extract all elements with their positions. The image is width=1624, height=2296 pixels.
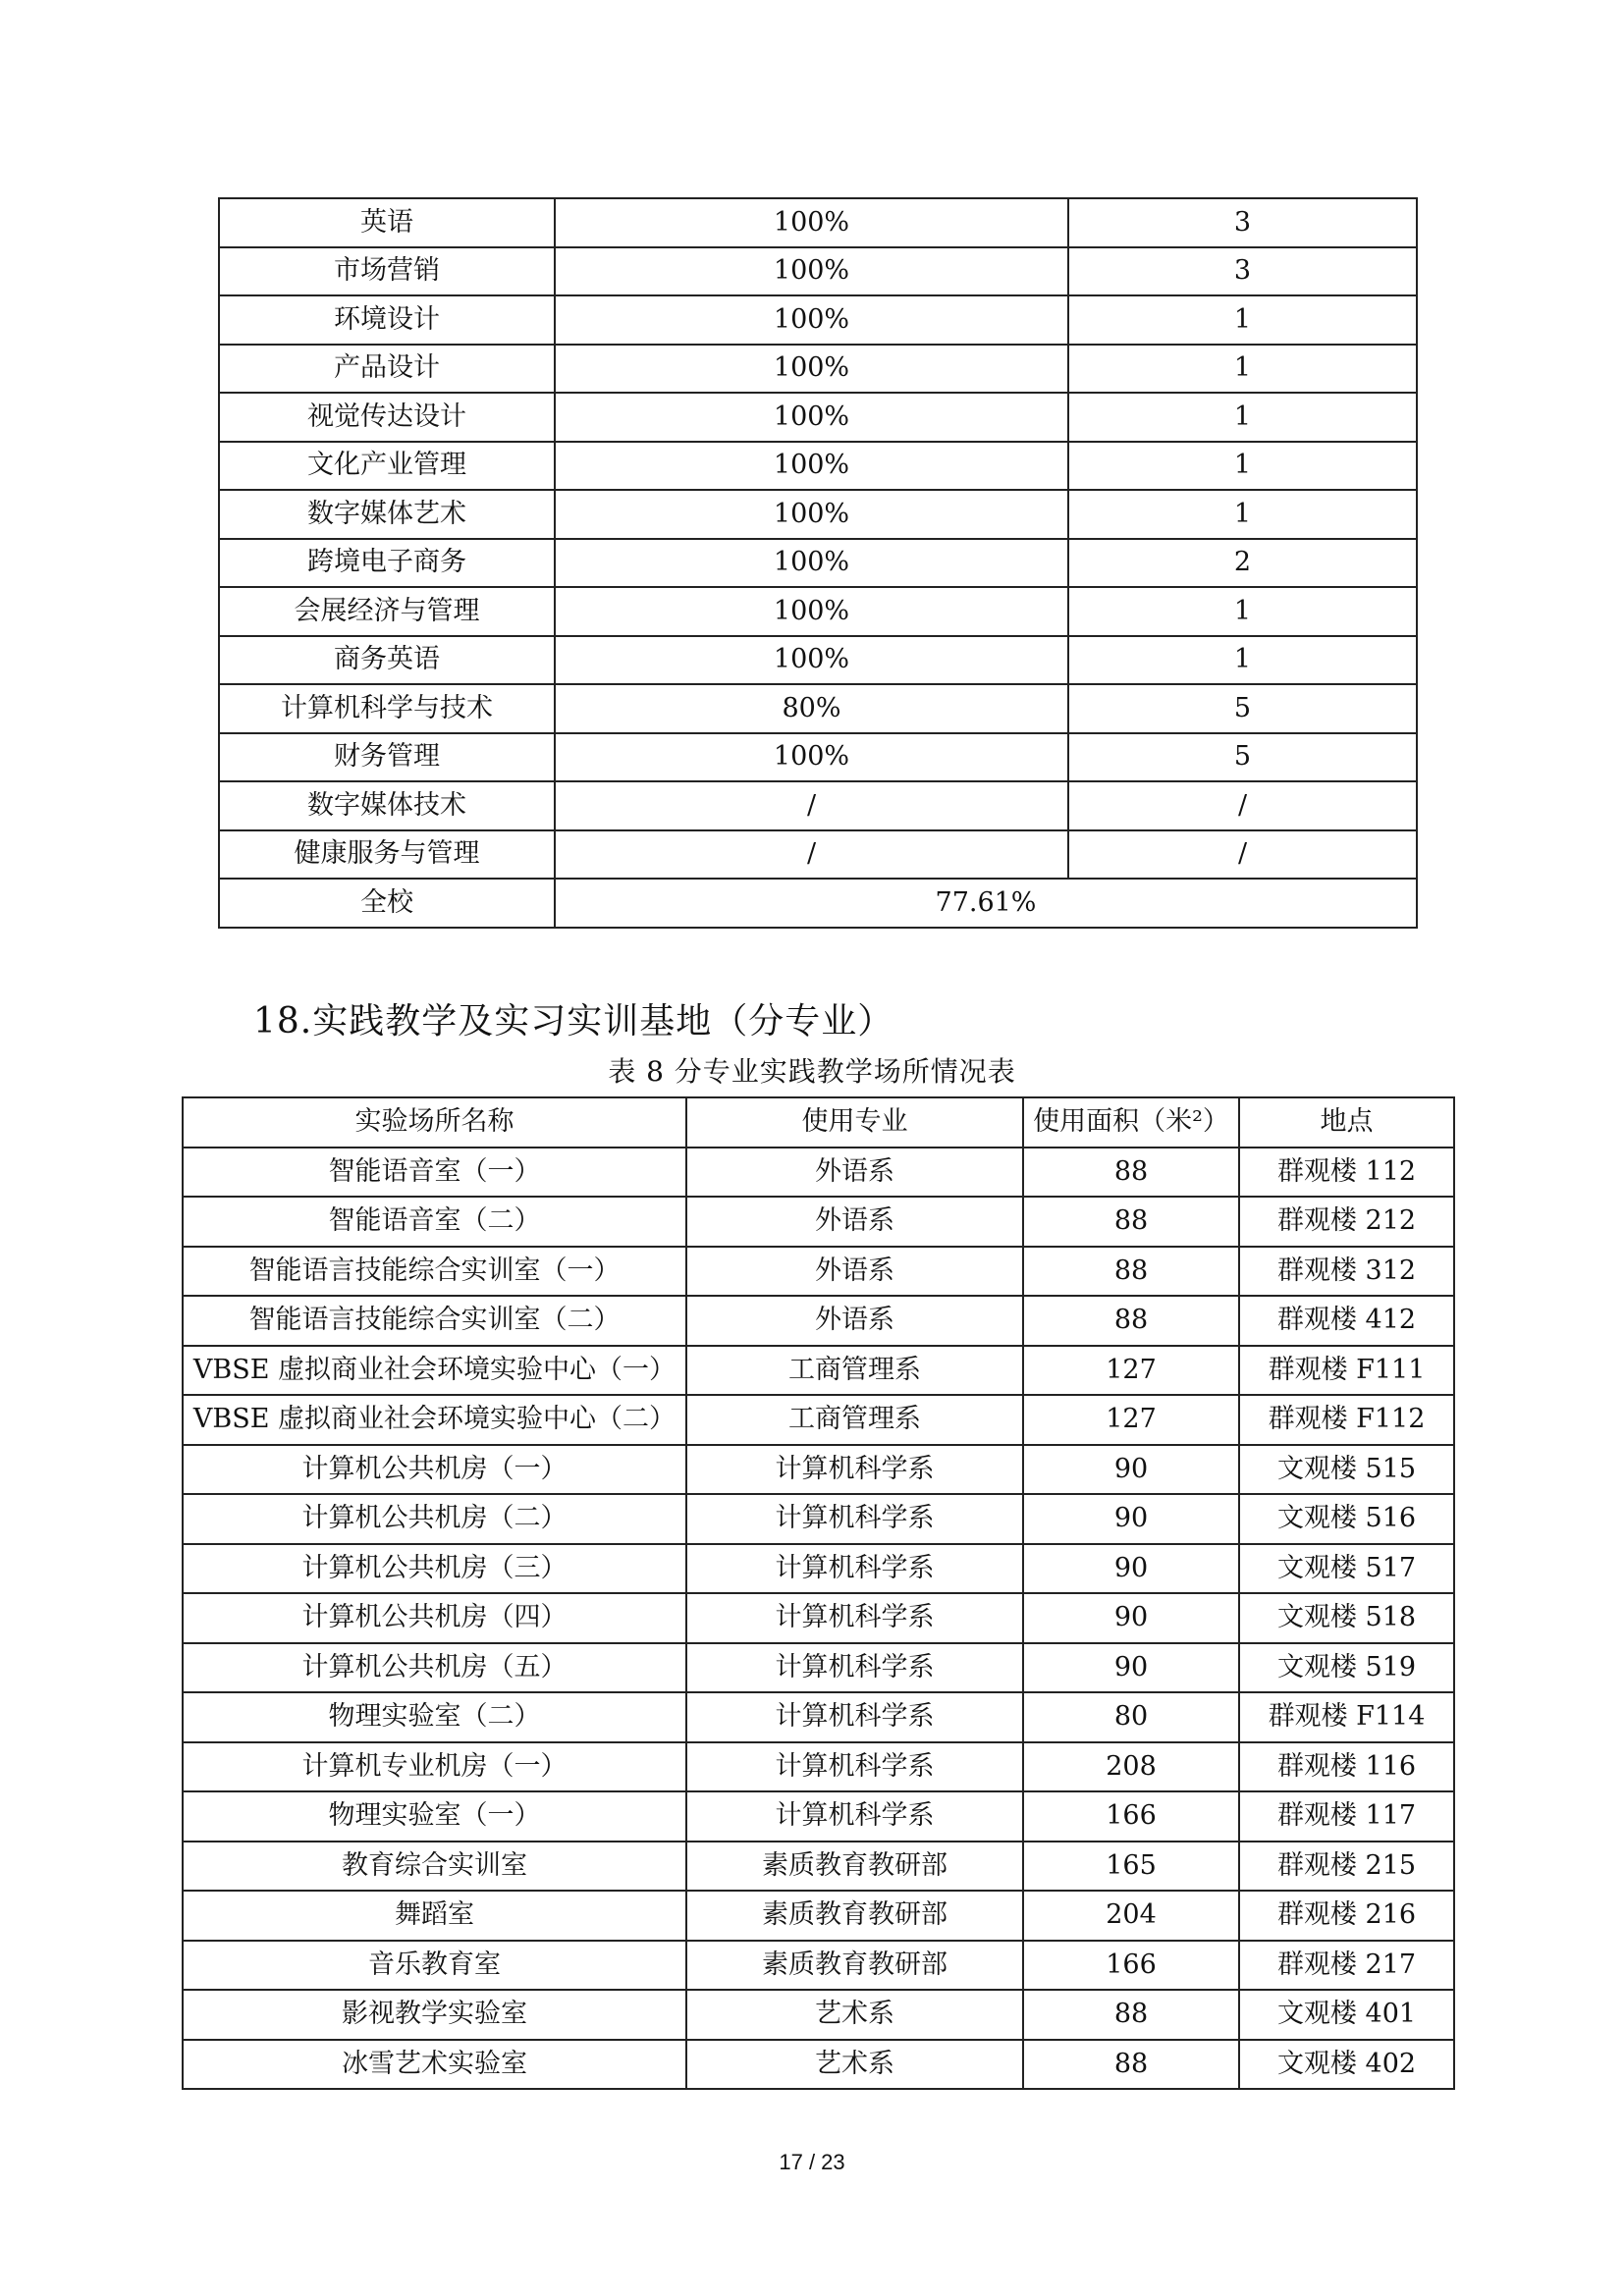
count-cell: 1 — [1068, 636, 1417, 685]
major-cell: 素质教育教研部 — [686, 1891, 1023, 1941]
venue-name-cell: 物理实验室（二） — [183, 1692, 686, 1742]
major-cell: 素质教育教研部 — [686, 1941, 1023, 1991]
area-cell: 166 — [1023, 1941, 1239, 1991]
rate-cell: 100% — [555, 490, 1068, 539]
major-cell: 视觉传达设计 — [219, 393, 555, 442]
count-cell: 3 — [1068, 247, 1417, 296]
rate-cell: 100% — [555, 345, 1068, 394]
rate-cell: 100% — [555, 247, 1068, 296]
major-cell: 数字媒体技术 — [219, 781, 555, 830]
practice-venue-table-body — [183, 1148, 1454, 2090]
location-cell: 群观楼 217 — [1239, 1941, 1454, 1991]
area-cell: 90 — [1023, 1494, 1239, 1544]
major-cell: 外语系 — [686, 1247, 1023, 1297]
area-cell: 204 — [1023, 1891, 1239, 1941]
table-row — [183, 1791, 1454, 1842]
table-row — [219, 345, 1417, 394]
table-row — [183, 1148, 1454, 1198]
table-row — [183, 1197, 1454, 1247]
major-cell: 计算机科学与技术 — [219, 684, 555, 733]
table-row — [219, 393, 1417, 442]
location-cell: 群观楼 412 — [1239, 1296, 1454, 1346]
rate-cell: 100% — [555, 442, 1068, 491]
total-value: 77.61% — [555, 879, 1417, 928]
venue-name-cell: 计算机公共机房（一） — [183, 1445, 686, 1495]
location-cell: 群观楼 F111 — [1239, 1346, 1454, 1396]
rate-cell: 100% — [555, 733, 1068, 782]
major-cell: 计算机科学系 — [686, 1742, 1023, 1792]
table-row — [183, 1990, 1454, 2040]
major-cell: 英语 — [219, 198, 555, 247]
rate-cell: 100% — [555, 636, 1068, 685]
count-cell: 2 — [1068, 539, 1417, 588]
location-cell: 群观楼 117 — [1239, 1791, 1454, 1842]
major-cell: 艺术系 — [686, 2040, 1023, 2090]
area-cell: 90 — [1023, 1643, 1239, 1693]
header-area: 使用面积（米²） — [1023, 1097, 1239, 1148]
area-cell: 90 — [1023, 1544, 1239, 1594]
major-cell: 外语系 — [686, 1197, 1023, 1247]
venue-name-cell: 教育综合实训室 — [183, 1842, 686, 1892]
location-cell: 群观楼 212 — [1239, 1197, 1454, 1247]
rate-cell: 100% — [555, 198, 1068, 247]
count-cell: 3 — [1068, 198, 1417, 247]
venue-name-cell: 智能语音室（二） — [183, 1197, 686, 1247]
table-row — [183, 1296, 1454, 1346]
area-cell: 90 — [1023, 1593, 1239, 1643]
location-cell: 文观楼 519 — [1239, 1643, 1454, 1693]
table-row — [219, 781, 1417, 830]
count-cell: 5 — [1068, 684, 1417, 733]
major-rate-table-body — [219, 198, 1417, 928]
area-cell: 166 — [1023, 1791, 1239, 1842]
major-cell: 计算机科学系 — [686, 1445, 1023, 1495]
venue-name-cell: 影视教学实验室 — [183, 1990, 686, 2040]
table-row — [219, 295, 1417, 345]
location-cell: 文观楼 517 — [1239, 1544, 1454, 1594]
venue-name-cell: 计算机公共机房（三） — [183, 1544, 686, 1594]
area-cell: 88 — [1023, 1247, 1239, 1297]
rate-cell: 100% — [555, 539, 1068, 588]
table-row — [219, 442, 1417, 491]
table-row — [183, 1891, 1454, 1941]
table-row — [183, 1842, 1454, 1892]
header-location: 地点 — [1239, 1097, 1454, 1148]
venue-name-cell: 计算机专业机房（一） — [183, 1742, 686, 1792]
rate-cell: 80% — [555, 684, 1068, 733]
venue-name-cell: 舞蹈室 — [183, 1891, 686, 1941]
major-cell: 财务管理 — [219, 733, 555, 782]
count-cell: 1 — [1068, 393, 1417, 442]
major-rate-table — [218, 197, 1418, 929]
rate-cell: 100% — [555, 295, 1068, 345]
area-cell: 88 — [1023, 1197, 1239, 1247]
count-cell: 5 — [1068, 733, 1417, 782]
venue-name-cell: 计算机公共机房（四） — [183, 1593, 686, 1643]
rate-cell: / — [555, 781, 1068, 830]
area-cell: 88 — [1023, 2040, 1239, 2090]
major-cell: 环境设计 — [219, 295, 555, 345]
major-cell: 工商管理系 — [686, 1346, 1023, 1396]
table-row — [219, 247, 1417, 296]
table-row — [219, 684, 1417, 733]
header-major: 使用专业 — [686, 1097, 1023, 1148]
rate-cell: 100% — [555, 393, 1068, 442]
count-cell: / — [1068, 830, 1417, 880]
practice-venue-table — [182, 1096, 1455, 2090]
count-cell: 1 — [1068, 490, 1417, 539]
table-row — [183, 1346, 1454, 1396]
table-row — [183, 1643, 1454, 1693]
area-cell: 208 — [1023, 1742, 1239, 1792]
venue-name-cell: 计算机公共机房（二） — [183, 1494, 686, 1544]
venue-name-cell: VBSE 虚拟商业社会环境实验中心（二） — [183, 1395, 686, 1445]
major-cell: 计算机科学系 — [686, 1692, 1023, 1742]
location-cell: 群观楼 F112 — [1239, 1395, 1454, 1445]
table-row — [219, 490, 1417, 539]
location-cell: 群观楼 312 — [1239, 1247, 1454, 1297]
major-cell: 外语系 — [686, 1296, 1023, 1346]
venue-name-cell: 智能语音室（一） — [183, 1148, 686, 1198]
venue-name-cell: 智能语言技能综合实训室（一） — [183, 1247, 686, 1297]
location-cell: 文观楼 402 — [1239, 2040, 1454, 2090]
table-row — [219, 830, 1417, 880]
table-row — [183, 1494, 1454, 1544]
rate-cell: / — [555, 830, 1068, 880]
venue-name-cell: 音乐教育室 — [183, 1941, 686, 1991]
table-header-row — [183, 1097, 1454, 1148]
location-cell: 文观楼 518 — [1239, 1593, 1454, 1643]
table-row — [183, 1593, 1454, 1643]
table-row — [183, 1941, 1454, 1991]
table-row — [183, 1247, 1454, 1297]
major-cell: 计算机科学系 — [686, 1544, 1023, 1594]
table-row — [183, 1395, 1454, 1445]
total-row — [219, 879, 1417, 928]
table-row — [183, 1692, 1454, 1742]
major-cell: 会展经济与管理 — [219, 587, 555, 636]
major-cell: 文化产业管理 — [219, 442, 555, 491]
table-row — [219, 733, 1417, 782]
major-cell: 健康服务与管理 — [219, 830, 555, 880]
table-row — [219, 198, 1417, 247]
major-cell: 艺术系 — [686, 1990, 1023, 2040]
location-cell: 文观楼 515 — [1239, 1445, 1454, 1495]
area-cell: 127 — [1023, 1346, 1239, 1396]
area-cell: 88 — [1023, 1296, 1239, 1346]
area-cell: 165 — [1023, 1842, 1239, 1892]
section-heading: 18.实践教学及实习实训基地（分专业） — [253, 1001, 894, 1041]
venue-name-cell: VBSE 虚拟商业社会环境实验中心（一） — [183, 1346, 686, 1396]
major-cell: 市场营销 — [219, 247, 555, 296]
area-cell: 80 — [1023, 1692, 1239, 1742]
location-cell: 群观楼 112 — [1239, 1148, 1454, 1198]
table-row — [219, 587, 1417, 636]
total-label: 全校 — [219, 879, 555, 928]
major-cell: 计算机科学系 — [686, 1593, 1023, 1643]
major-cell: 跨境电子商务 — [219, 539, 555, 588]
count-cell: 1 — [1068, 345, 1417, 394]
table-row — [219, 636, 1417, 685]
count-cell: 1 — [1068, 295, 1417, 345]
location-cell: 群观楼 215 — [1239, 1842, 1454, 1892]
major-cell: 工商管理系 — [686, 1395, 1023, 1445]
table-row — [219, 539, 1417, 588]
table-row — [183, 1544, 1454, 1594]
venue-name-cell: 计算机公共机房（五） — [183, 1643, 686, 1693]
table-row — [183, 1445, 1454, 1495]
page-number: 17 / 23 — [779, 2150, 845, 2174]
major-cell: 计算机科学系 — [686, 1494, 1023, 1544]
area-cell: 88 — [1023, 1990, 1239, 2040]
major-cell: 商务英语 — [219, 636, 555, 685]
major-cell: 计算机科学系 — [686, 1643, 1023, 1693]
major-cell: 计算机科学系 — [686, 1791, 1023, 1842]
rate-cell: 100% — [555, 587, 1068, 636]
location-cell: 文观楼 401 — [1239, 1990, 1454, 2040]
major-cell: 素质教育教研部 — [686, 1842, 1023, 1892]
major-cell: 外语系 — [686, 1148, 1023, 1198]
table-row — [183, 1742, 1454, 1792]
table-row — [183, 2040, 1454, 2090]
location-cell: 群观楼 116 — [1239, 1742, 1454, 1792]
area-cell: 127 — [1023, 1395, 1239, 1445]
venue-name-cell: 智能语言技能综合实训室（二） — [183, 1296, 686, 1346]
location-cell: 文观楼 516 — [1239, 1494, 1454, 1544]
location-cell: 群观楼 F114 — [1239, 1692, 1454, 1742]
header-venue-name: 实验场所名称 — [183, 1097, 686, 1148]
area-cell: 88 — [1023, 1148, 1239, 1198]
location-cell: 群观楼 216 — [1239, 1891, 1454, 1941]
venue-name-cell: 物理实验室（一） — [183, 1791, 686, 1842]
major-cell: 数字媒体艺术 — [219, 490, 555, 539]
count-cell: 1 — [1068, 442, 1417, 491]
count-cell: / — [1068, 781, 1417, 830]
count-cell: 1 — [1068, 587, 1417, 636]
area-cell: 90 — [1023, 1445, 1239, 1495]
venue-name-cell: 冰雪艺术实验室 — [183, 2040, 686, 2090]
major-cell: 产品设计 — [219, 345, 555, 394]
table-caption: 表 8 分专业实践教学场所情况表 — [608, 1055, 1016, 1088]
